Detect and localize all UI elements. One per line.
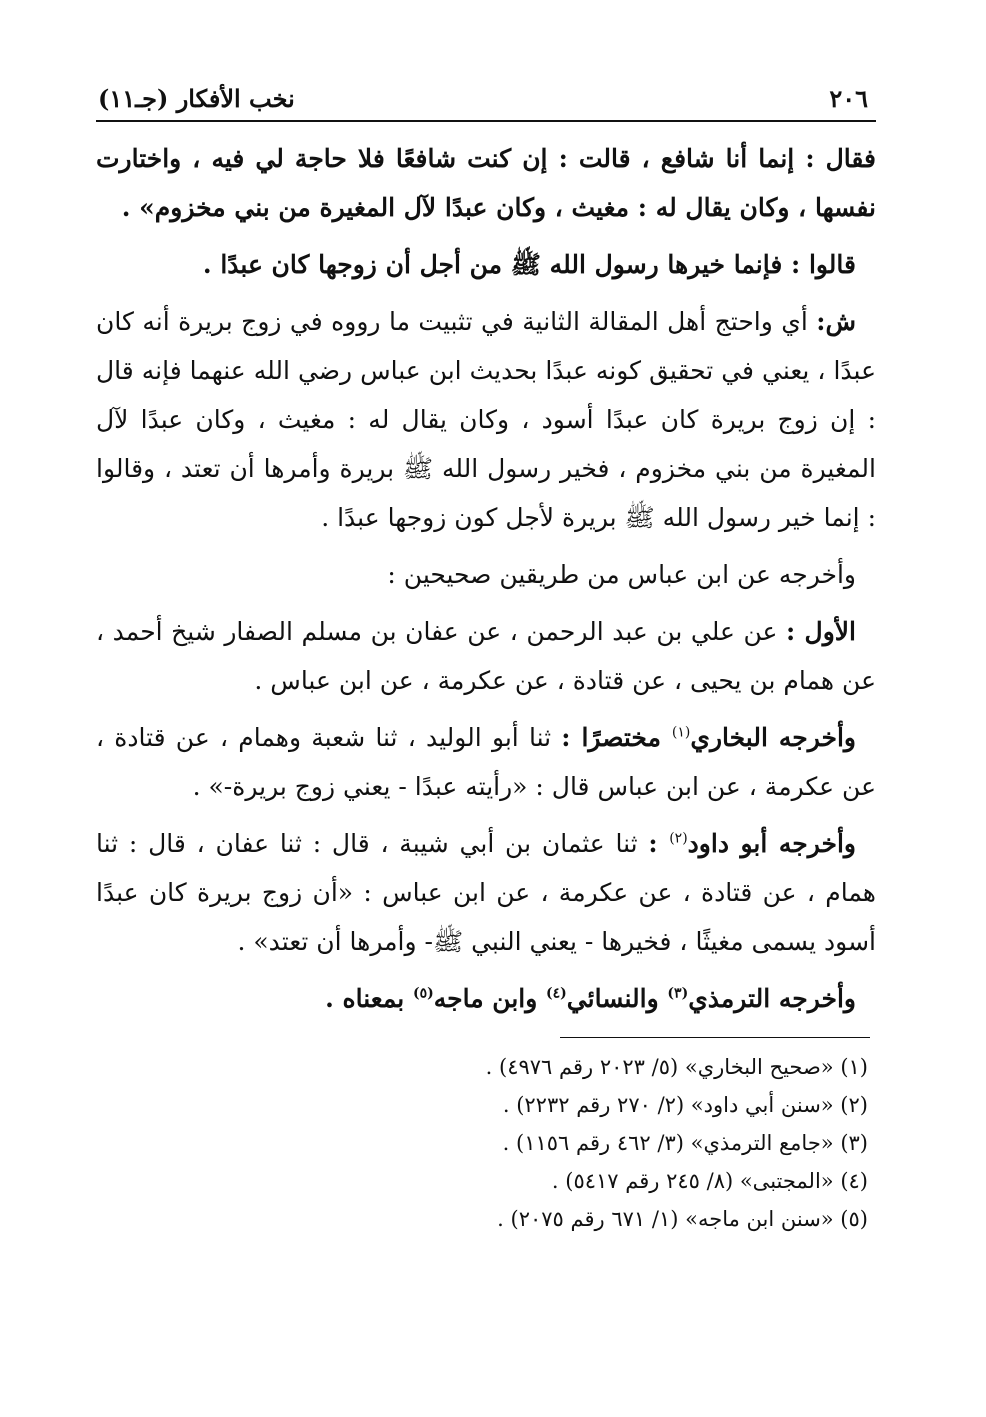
paragraph-8-b: والنسائي [566, 984, 668, 1013]
footnote-ref-1[interactable]: (١) [671, 724, 691, 741]
paragraph-8-d: بمعناه . [325, 984, 413, 1013]
footnote-rule [560, 1037, 870, 1038]
page-header [96, 78, 876, 118]
paragraph-5-lead: الأول : [786, 617, 856, 646]
paragraph-5 [96, 607, 876, 705]
footnote-5: (٥) «سنن ابن ماجه» (١/ ٦٧١ رقم ٢٠٧٥) . [497, 1207, 868, 1231]
paragraph-4: وأخرجه عن ابن عباس من طريقين صحيحين : [387, 560, 856, 589]
footnote-ref-5[interactable]: (٥) [412, 985, 434, 1002]
paragraph-7 [96, 819, 876, 966]
paragraph-7-lead-2: : [648, 829, 670, 858]
footnote-3: (٣) «جامع الترمذي» (٣/ ٤٦٢ رقم ١١٥٦) . [502, 1131, 868, 1155]
paragraph-5-text: عن علي بن عبد الرحمن ، عن عفان بن مسلم الصفار شيخ أحمد ، عن همام بن يحيى ، عن قتادة ، عن عكرمة ، عن ابن عباس . [96, 617, 876, 695]
paragraph-6-lead-2: مختصرًا : [561, 723, 672, 752]
paragraph-8 [96, 974, 876, 1023]
footnote-ref-2[interactable]: (٢) [669, 830, 688, 847]
footnote-4: (٤) «المجتبى» (٨/ ٢٤٥ رقم ٥٤١٧) . [551, 1169, 868, 1193]
header-rule [96, 120, 876, 122]
paragraph-3-lead: ش: [816, 307, 856, 336]
paragraph-6-text: ثنا أبو الوليد ، ثنا شعبة وهمام ، عن قتادة ، عن عكرمة ، عن ابن عباس قال : «رأيته عبدًا - يعني زوج بريرة-» . [96, 723, 876, 801]
paragraph-8-c: وابن ماجه [433, 984, 547, 1013]
footnote-1: (١) «صحيح البخاري» (٥/ ٢٠٢٣ رقم ٤٩٧٦) . [485, 1055, 868, 1079]
footnote-ref-3[interactable]: (٣) [667, 985, 689, 1002]
running-title: نخب الأفكار (جـ١١) [98, 84, 295, 113]
paragraph-1: فقال : إنما أنا شافع ، قالت : إن كنت شافعًا فلا حاجة لي فيه ، واختارت نفسها ، وكان يقال له : مغيث ، وكان عبدًا لآل المغيرة من بني مخزوم» . [96, 144, 876, 222]
footnotes [96, 1048, 868, 1238]
paragraph-3 [96, 297, 876, 542]
footnote-2: (٢) «سنن أبي داود» (٢/ ٢٧٠ رقم ٢٢٣٢) . [502, 1093, 868, 1117]
paragraph-3-text: أي واحتج أهل المقالة الثانية في تثبيت ما رووه في زوج بريرة أنه كان عبدًا ، يعني في تحقيق كونه عبدًا بحديث ابن عباس رضي الله عنهما فإنه قال : إن زوج بريرة كان عبدًا أسود ، وكان يقال له : مغيث ، وكان عبدًا لآل المغيرة من بني مخزوم ، فخير رسول الله ﷺ بريرة وأمرها أن تعتد ، وقالوا : إنما خير رسول الله ﷺ بريرة لأجل كون زوجها عبدًا . [96, 307, 876, 532]
paragraph-8-a: وأخرجه الترمذي [688, 984, 856, 1013]
paragraph-6-lead: وأخرجه البخاري [690, 723, 856, 752]
paragraph-7-text: ثنا عثمان بن أبي شيبة ، قال : ثنا عفان ، قال : ثنا همام ، عن قتادة ، عن عكرمة ، عن ابن عباس : «أن زوج بريرة كان عبدًا أسود يسمى مغيثًا ، فخيرها - يعني النبي ﷺ- وأمرها أن تعتد» . [96, 829, 876, 956]
paragraph-7-lead: وأخرجه أبو داود [687, 829, 856, 858]
footnote-ref-4[interactable]: (٤) [546, 985, 567, 1002]
page-number: ٢٠٦ [829, 84, 868, 113]
paragraph-6 [96, 713, 876, 811]
paragraph-2: قالوا : فإنما خيرها رسول الله ﷺ من أجل أن زوجها كان عبدًا . [202, 250, 856, 279]
book-page [96, 78, 876, 1238]
